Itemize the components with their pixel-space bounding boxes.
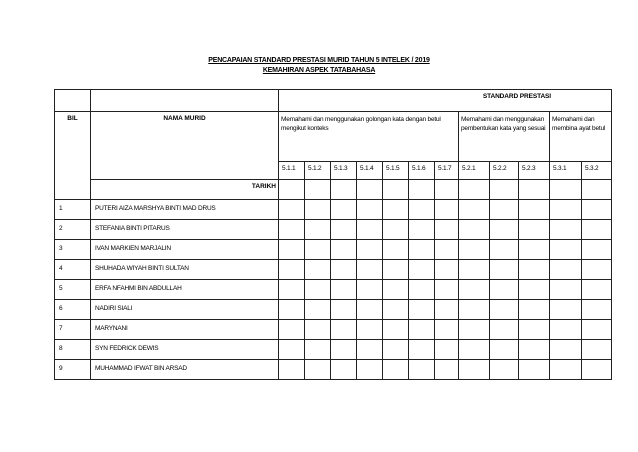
standard-prestasi-header: STANDARD PRESTASI (279, 90, 612, 112)
tarikh-cell (435, 180, 459, 200)
tarikh-cell (519, 180, 550, 200)
score-cell (279, 200, 305, 220)
score-cell (435, 280, 459, 300)
student-row (55, 260, 612, 280)
score-cell (305, 260, 331, 280)
score-cell (409, 200, 435, 220)
score-cell (490, 220, 519, 240)
score-cell (582, 220, 612, 240)
score-cell (435, 300, 459, 320)
score-cell (279, 320, 305, 340)
student-row (55, 200, 612, 220)
bil-header: BIL (55, 112, 91, 200)
score-cell (459, 280, 490, 300)
score-cell (435, 360, 459, 380)
nama-murid-header: NAMA MURID (91, 112, 279, 180)
score-cell (550, 300, 582, 320)
score-cell (550, 260, 582, 280)
score-cell (357, 360, 383, 380)
score-cell (459, 300, 490, 320)
student-name: STEFANIA BINTI PITARUS (91, 220, 279, 240)
score-cell (582, 360, 612, 380)
score-cell (383, 300, 409, 320)
standard-code-cell: 5.2.1 (459, 162, 490, 180)
score-cell (582, 200, 612, 220)
student-row (55, 220, 612, 240)
score-cell (582, 320, 612, 340)
score-cell (383, 340, 409, 360)
score-cell (383, 360, 409, 380)
score-cell (435, 260, 459, 280)
score-cell (490, 240, 519, 260)
student-bil: 9 (55, 360, 91, 380)
score-cell (519, 300, 550, 320)
score-cell (357, 340, 383, 360)
score-cell (519, 280, 550, 300)
score-cell (383, 240, 409, 260)
achievement-table (54, 89, 612, 380)
standard-code-cell: 5.1.1 (279, 162, 305, 180)
score-cell (519, 360, 550, 380)
score-cell (331, 360, 357, 380)
score-cell (409, 220, 435, 240)
score-cell (305, 220, 331, 240)
score-cell (279, 240, 305, 260)
student-name: IVAN MARKIEN MARJALIN (91, 240, 279, 260)
score-cell (459, 200, 490, 220)
score-cell (490, 300, 519, 320)
tarikh-cell (357, 180, 383, 200)
score-cell (409, 260, 435, 280)
score-cell (305, 360, 331, 380)
student-row (55, 320, 612, 340)
score-cell (357, 220, 383, 240)
score-cell (279, 220, 305, 240)
score-cell (383, 280, 409, 300)
standard-code-cell: 5.2.2 (490, 162, 519, 180)
score-cell (305, 320, 331, 340)
tarikh-cell (409, 180, 435, 200)
page-title: PENCAPAIAN STANDARD PRESTASI MURID TAHUN 5 INTELEK / 2019 (208, 57, 430, 64)
score-cell (331, 200, 357, 220)
score-cell (279, 300, 305, 320)
score-cell (519, 320, 550, 340)
tarikh-label: TARIKH (91, 180, 279, 200)
standard-code-cell: 5.3.1 (550, 162, 582, 180)
standard-code-cell: 5.1.7 (435, 162, 459, 180)
score-cell (305, 340, 331, 360)
score-cell (279, 280, 305, 300)
score-cell (550, 200, 582, 220)
score-cell (383, 220, 409, 240)
score-cell (459, 360, 490, 380)
student-row (55, 280, 612, 300)
student-bil: 3 (55, 240, 91, 260)
score-cell (357, 280, 383, 300)
student-bil: 1 (55, 200, 91, 220)
score-cell (357, 240, 383, 260)
score-cell (519, 260, 550, 280)
score-cell (383, 320, 409, 340)
score-cell (582, 300, 612, 320)
score-cell (331, 300, 357, 320)
score-cell (331, 320, 357, 340)
score-cell (279, 360, 305, 380)
student-bil: 5 (55, 280, 91, 300)
score-cell (490, 200, 519, 220)
score-cell (550, 320, 582, 340)
score-cell (409, 360, 435, 380)
student-bil: 6 (55, 300, 91, 320)
score-cell (409, 340, 435, 360)
report-heading (0, 56, 638, 76)
score-cell (459, 220, 490, 240)
standard-code-cell: 5.1.6 (409, 162, 435, 180)
score-cell (550, 220, 582, 240)
score-cell (357, 320, 383, 340)
standard-code-cell: 5.1.2 (305, 162, 331, 180)
score-cell (435, 340, 459, 360)
score-cell (490, 260, 519, 280)
score-cell (409, 320, 435, 340)
student-row (55, 360, 612, 380)
tarikh-cell (582, 180, 612, 200)
score-cell (582, 280, 612, 300)
score-cell (383, 200, 409, 220)
student-bil: 2 (55, 220, 91, 240)
student-name: ERFA NFAHMI BIN ABDULLAH (91, 280, 279, 300)
score-cell (490, 360, 519, 380)
score-cell (331, 220, 357, 240)
score-cell (519, 200, 550, 220)
score-cell (459, 260, 490, 280)
standard-code-cell: 5.1.3 (331, 162, 357, 180)
header-name-blank-cell (91, 90, 279, 112)
score-cell (459, 320, 490, 340)
score-cell (357, 200, 383, 220)
score-cell (459, 240, 490, 260)
tarikh-cell (331, 180, 357, 200)
score-cell (305, 280, 331, 300)
tarikh-cell (459, 180, 490, 200)
student-name: SYN FEDRICK DEWIS (91, 340, 279, 360)
score-cell (459, 340, 490, 360)
score-cell (519, 220, 550, 240)
student-bil: 8 (55, 340, 91, 360)
score-cell (331, 280, 357, 300)
score-cell (550, 340, 582, 360)
standard-code-cell: 5.1.4 (357, 162, 383, 180)
group-header-5-2: Memahami dan menggunakan pembentukan kata yang sesuai (459, 112, 550, 162)
score-cell (519, 240, 550, 260)
score-cell (409, 300, 435, 320)
score-cell (357, 300, 383, 320)
tarikh-cell (383, 180, 409, 200)
score-cell (305, 240, 331, 260)
score-cell (582, 260, 612, 280)
score-cell (435, 320, 459, 340)
score-cell (490, 280, 519, 300)
tarikh-cell (305, 180, 331, 200)
score-cell (582, 240, 612, 260)
score-cell (409, 280, 435, 300)
group-header-5-1: Memahami dan menggunakan golongan kata dengan betul mengikut konteks (279, 112, 459, 162)
page-subtitle: KEMAHIRAN ASPEK TATABAHASA (262, 67, 376, 74)
tarikh-cell (550, 180, 582, 200)
standard-code-cell: 5.3.2 (582, 162, 612, 180)
score-cell (435, 200, 459, 220)
score-cell (331, 240, 357, 260)
student-row (55, 340, 612, 360)
standard-code-cell: 5.1.5 (383, 162, 409, 180)
student-bil: 7 (55, 320, 91, 340)
student-row (55, 240, 612, 260)
score-cell (435, 240, 459, 260)
student-name: NADIRI SIALI (91, 300, 279, 320)
student-name: PUTERI AIZA MARSHYA BINTI MAD DRUS (91, 200, 279, 220)
tarikh-cell (279, 180, 305, 200)
score-cell (305, 300, 331, 320)
score-cell (490, 320, 519, 340)
group-header-5-3: Memahami dan membina ayat betul (550, 112, 612, 162)
score-cell (435, 220, 459, 240)
score-cell (305, 200, 331, 220)
score-cell (490, 340, 519, 360)
score-cell (519, 340, 550, 360)
score-cell (331, 340, 357, 360)
student-row (55, 300, 612, 320)
tarikh-cell (490, 180, 519, 200)
score-cell (383, 260, 409, 280)
student-name: SHUHADA WIYAH BINTI SULTAN (91, 260, 279, 280)
score-cell (357, 260, 383, 280)
score-cell (550, 240, 582, 260)
student-bil: 4 (55, 260, 91, 280)
student-name: MUHAMMAD IFWAT BIN ARSAD (91, 360, 279, 380)
score-cell (331, 260, 357, 280)
student-name: MARYNANI (91, 320, 279, 340)
score-cell (409, 240, 435, 260)
header-corner-cell (55, 90, 91, 112)
score-cell (582, 340, 612, 360)
score-cell (279, 260, 305, 280)
score-cell (550, 280, 582, 300)
standard-code-cell: 5.2.3 (519, 162, 550, 180)
score-cell (550, 360, 582, 380)
score-cell (279, 340, 305, 360)
